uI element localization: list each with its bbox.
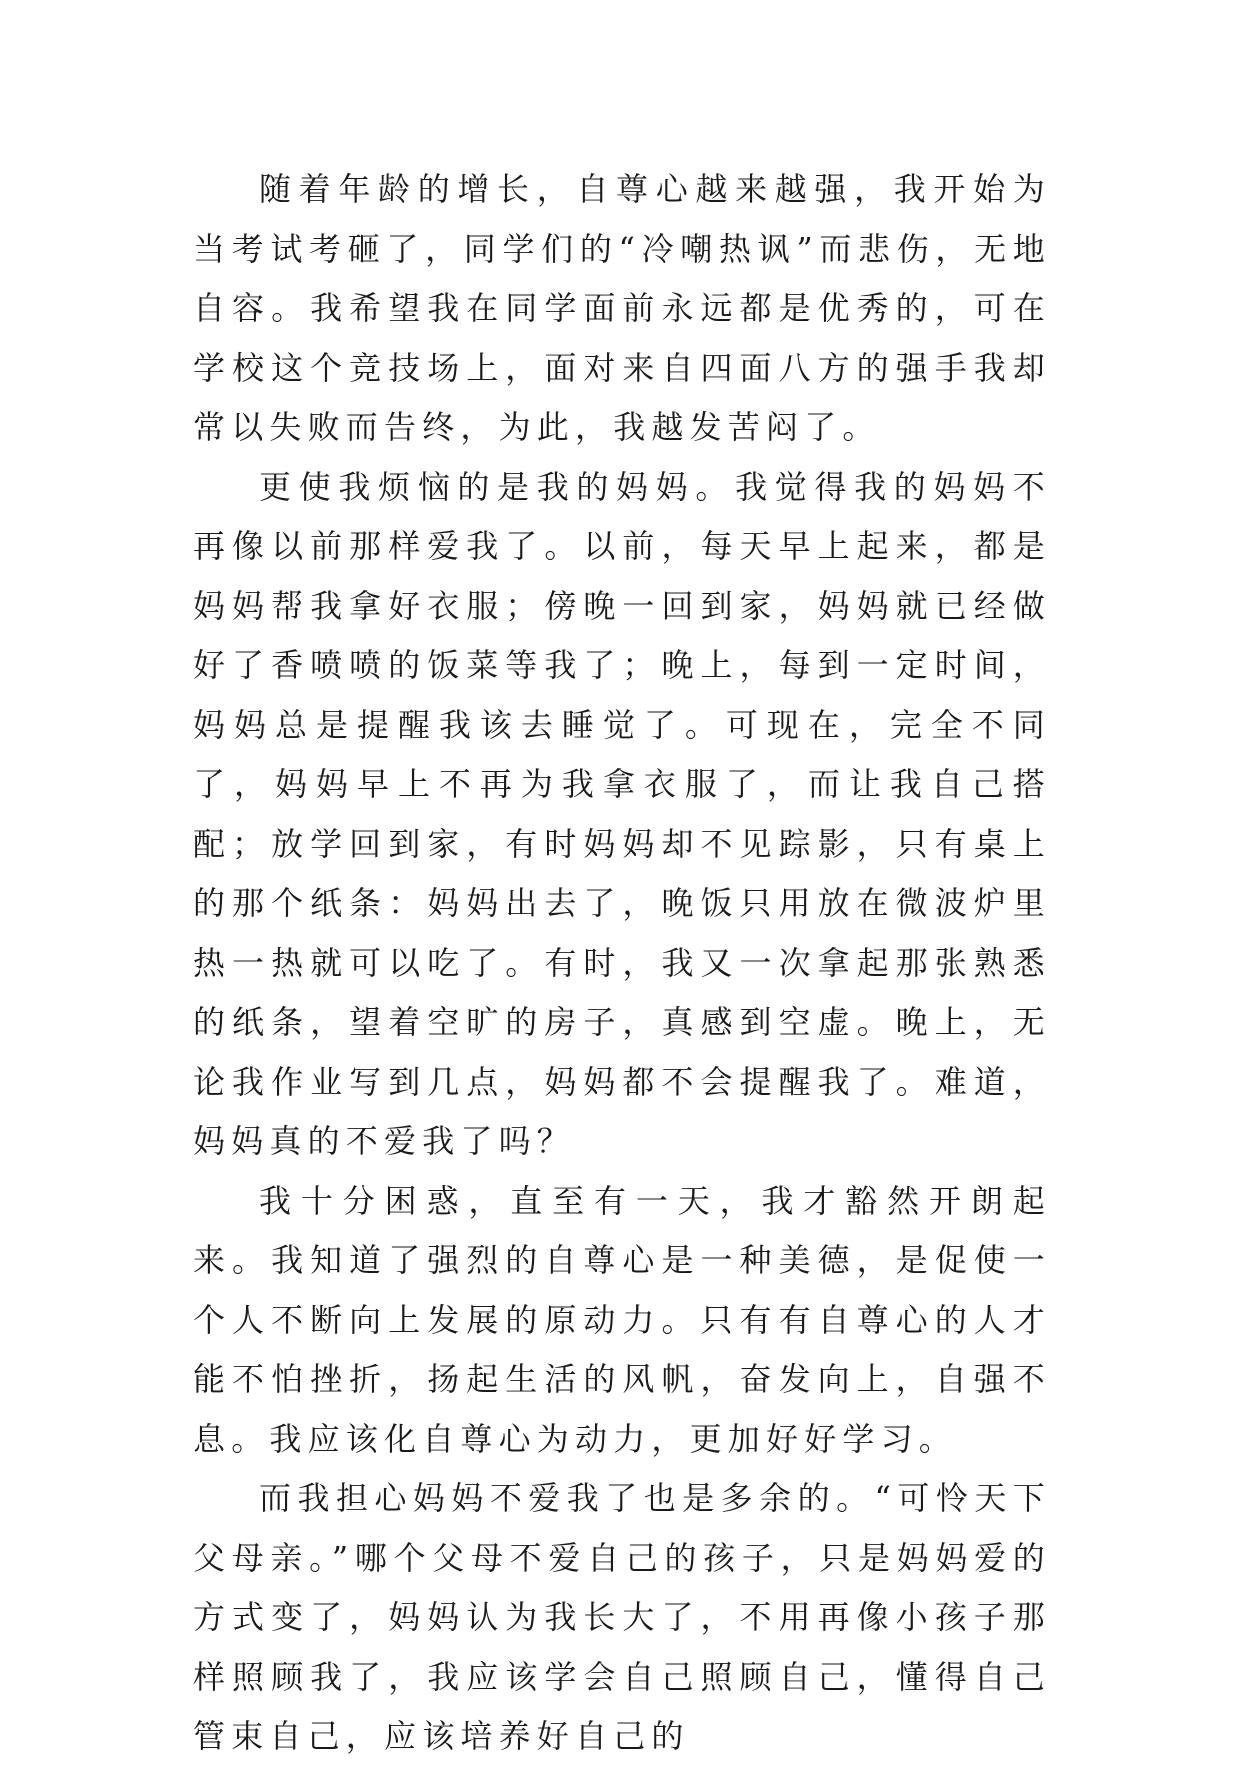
paragraph-3: 我十分困惑，直至有一天，我才豁然开朗起来。我知道了强烈的自尊心是一种美德，是促使一个人不断向上发展的原动力。只有有自尊心的人才能不怕挫折，扬起生活的风帆，奋发向上，自强不息。我应该化自尊心为动力，更加好好学习。	[193, 1181, 1051, 1458]
paragraph-2: 更使我烦恼的是我的妈妈。我觉得我的妈妈不再像以前那样爱我了。以前，每天早上起来，都是妈妈帮我拿好衣服；傍晚一回到家，妈妈就已经做好了香喷喷的饭菜等我了；晚上，每到一定时间，妈妈总是提醒我该去睡觉了。可现在，完全不同了，妈妈早上不再为我拿衣服了，而让我自己搭配；放学回到家，有时妈妈却不见踪影，只有桌上的那个纸条：妈妈出去了，晚饭只用放在微波炉里热一热就可以吃了。有时，我又一次拿起那张熟悉的纸条，望着空旷的房子，真感到空虚。晚上，无论我作业写到几点，妈妈都不会提醒我了。难道，妈妈真的不爱我了吗？	[193, 467, 1051, 1160]
paragraph-1: 随着年龄的增长，自尊心越来越强，我开始为当考试考砸了，同学们的“冷嘲热讽”而悲伤，无地自容。我希望我在同学面前永远都是优秀的，可在学校这个竞技场上，面对来自四面八方的强手我却常以失败而告终，为此，我越发苦闷了。	[193, 170, 1051, 446]
document-body	[193, 160, 1051, 1767]
paragraph-4: 而我担心妈妈不爱我了也是多余的。“可怜天下父母亲。”哪个父母不爱自己的孩子，只是妈妈爱的方式变了，妈妈认为我长大了，不用再像小孩子那样照顾我了，我应该学会自己照顾自己，懂得自己管束自己，应该培养好自己的	[193, 1479, 1051, 1755]
